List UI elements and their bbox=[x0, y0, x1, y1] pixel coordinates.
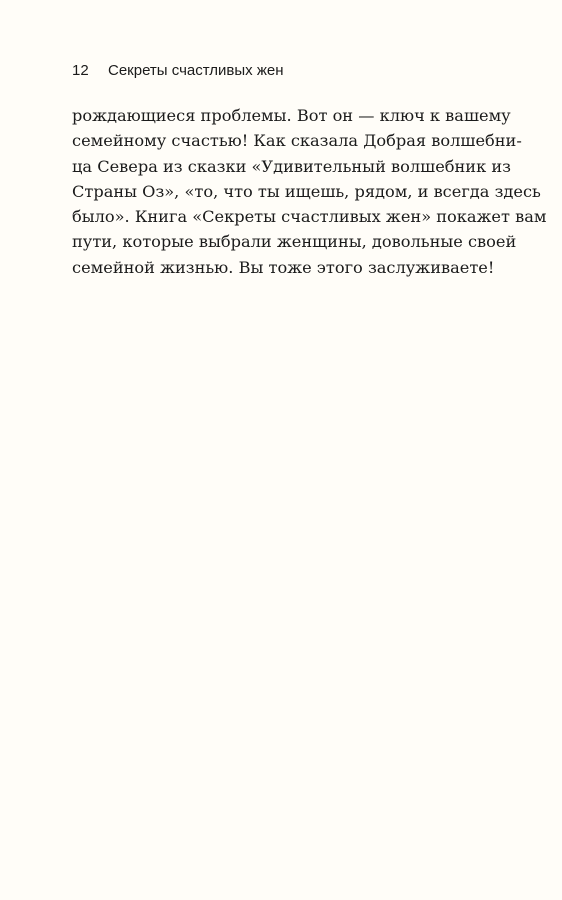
text-line: ца Севера из сказки «Удивительный волшебник из bbox=[72, 156, 511, 176]
running-header bbox=[72, 61, 283, 81]
text-line: пути, которые выбрали женщины, довольные своей bbox=[72, 232, 517, 252]
text-line: Страны Оз», «то, что ты ищешь, рядом, и всегда здесь bbox=[72, 181, 541, 201]
text-line: было». Книга «Секреты счастливых жен» покажет вам bbox=[72, 207, 547, 227]
page-number: 12 bbox=[72, 62, 89, 79]
text-line: семейной жизнью. Вы тоже этого заслуживаете! bbox=[72, 257, 495, 277]
text-line: семейному счастью! Как сказала Добрая волшебни- bbox=[72, 131, 522, 151]
running-title: Секреты счастливых жен bbox=[108, 62, 284, 79]
text-line: рождающиеся проблемы. Вот он — ключ к вашему bbox=[72, 106, 511, 125]
body-paragraph bbox=[72, 103, 547, 280]
